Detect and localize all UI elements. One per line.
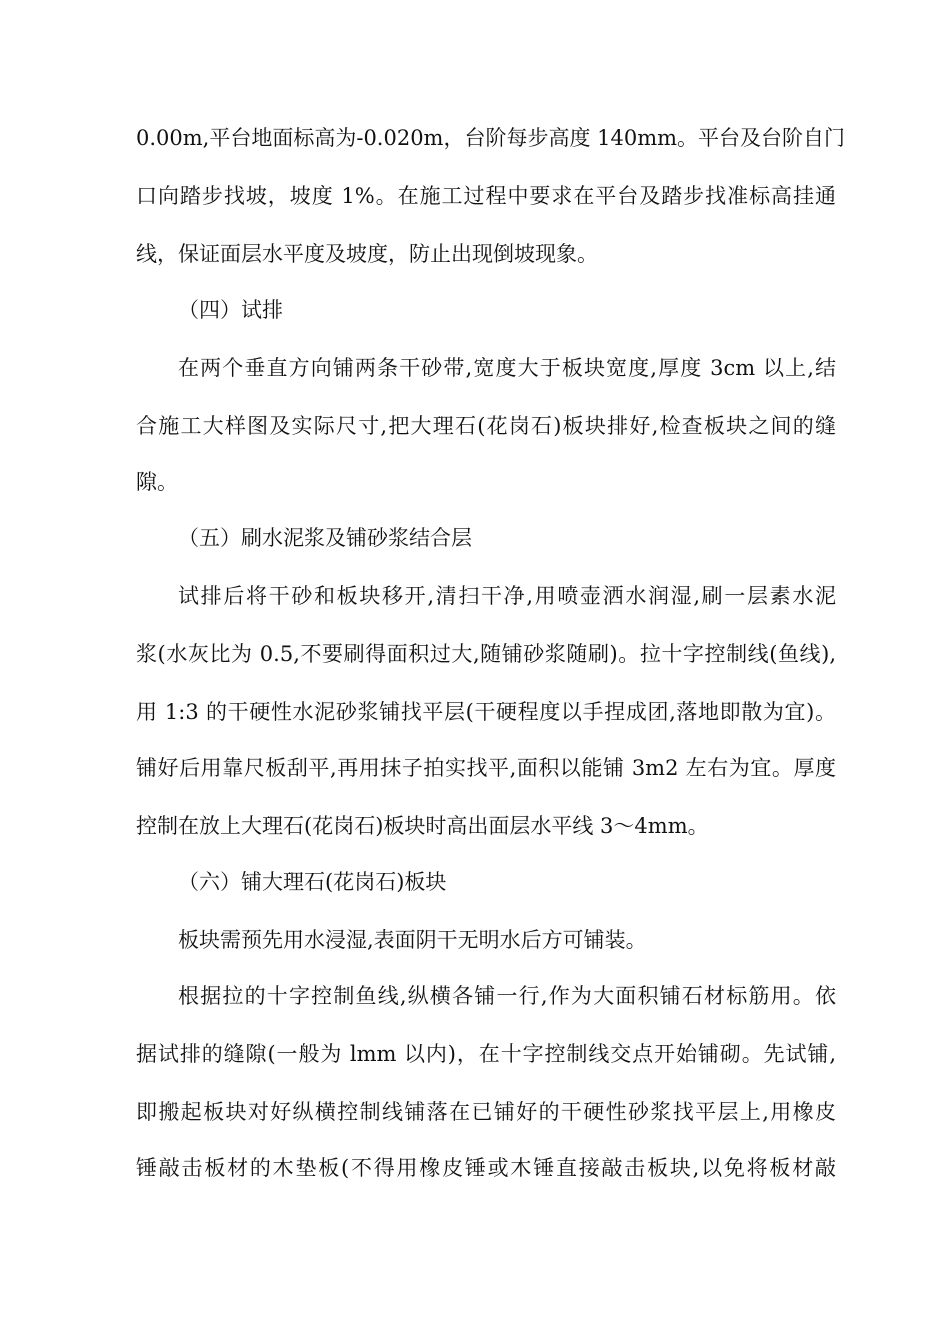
text-line: 线，保证面层水平度及坡度，防止出现倒坡现象。 bbox=[136, 242, 598, 266]
section-heading: （五）刷水泥浆及铺砂浆结合层 bbox=[178, 526, 472, 550]
text-line: 浆(水灰比为 0.5,不要刷得面积过大,随铺砂浆随刷)。拉十字控制线(鱼线), bbox=[136, 642, 836, 666]
text-line: 用 1:3 的干硬性水泥砂浆铺找平层(干硬程度以手捏成团,落地即散为宜)。 bbox=[136, 700, 836, 724]
text-line: 即搬起板块对好纵横控制线铺落在已铺好的干硬性砂浆找平层上,用橡皮 bbox=[136, 1100, 836, 1124]
text-line: 0.00m,平台地面标高为-0.020m，台阶每步高度 140mm。平台及台阶自门 bbox=[136, 126, 846, 150]
section-heading: （六）铺大理石(花岗石)板块 bbox=[178, 870, 447, 894]
text-line: 口向踏步找坡，坡度 1%。在施工过程中要求在平台及踏步找准标高挂通 bbox=[136, 184, 836, 208]
text-line: 合施工大样图及实际尺寸,把大理石(花岗石)板块排好,检查板块之间的缝 bbox=[136, 414, 836, 438]
text-line: 铺好后用靠尺板刮平,再用抹子拍实找平,面积以能铺 3m2 左右为宜。厚度 bbox=[136, 756, 836, 780]
text-line: 锤敲击板材的木垫板(不得用橡皮锤或木锤直接敲击板块,以免将板材敲 bbox=[136, 1156, 836, 1180]
text-line: 据试排的缝隙(一般为 lmm 以内)，在十字控制线交点开始铺砌。先试铺, bbox=[136, 1042, 836, 1066]
text-line: 板块需预先用水浸湿,表面阴干无明水后方可铺装。 bbox=[178, 928, 647, 952]
section-heading: （四）试排 bbox=[178, 298, 283, 322]
text-line: 控制在放上大理石(花岗石)板块时高出面层水平线 3～4mm。 bbox=[136, 814, 709, 838]
text-line: 试排后将干砂和板块移开,清扫干净,用喷壶洒水润湿,刷一层素水泥 bbox=[178, 584, 836, 608]
text-line: 根据拉的十字控制鱼线,纵横各铺一行,作为大面积铺石材标筋用。依 bbox=[178, 984, 836, 1008]
text-line: 在两个垂直方向铺两条干砂带,宽度大于板块宽度,厚度 3cm 以上,结 bbox=[178, 356, 836, 380]
text-line: 隙。 bbox=[136, 470, 178, 494]
